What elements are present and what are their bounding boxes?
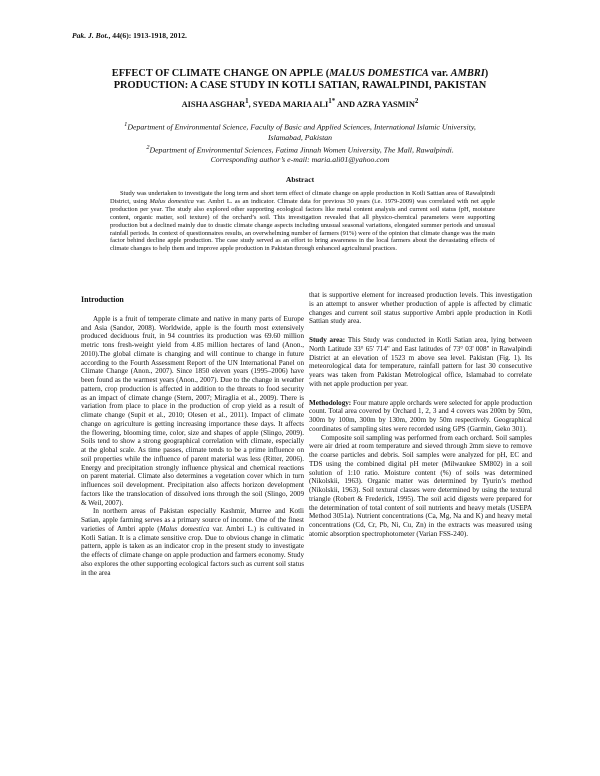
author-sup: 1 xyxy=(245,97,249,105)
section-heading-introduction: Introduction xyxy=(81,295,124,304)
affil-1-line-2: Islamabad, Pakistan xyxy=(267,132,333,142)
title-italic: AMBRI xyxy=(450,68,485,79)
title-text: EFFECT OF CLIMATE CHANGE ON APPLE ( xyxy=(111,68,330,79)
para-italic: Malus domestica xyxy=(159,524,210,533)
journal-volume: , 44(6): 1913-1918, 2012. xyxy=(108,31,187,40)
author-sep: AND xyxy=(335,99,357,109)
intro-continued: that is supportive element for increased production levels. This investigation is an attempt to answer whether production of apple is affected by climatic changes and current soil status supportive Ambri apple production in Kotli Sattian study area. xyxy=(309,291,532,326)
title-text: var. xyxy=(428,68,451,79)
abstract-text: var. Ambri L. as an indicator. Climate data for previous 30 years (i.e. 1979-2009) was correlated with net apple production per year. The study also explored other supporting ecological factors like metal content analysis and current soil status (pH, moisture content, organic matter, soil texture) of the orchard’s soil. This investigation revealed that all physico-chemical parameters were supporting production but a declined mainly due to drastic climate change aspects including unusual seasonal variations, elongated summer periods and unusual rainfall periods. In context of questionnaires results, an overwhelming number of farmers (91%) were of the opinion that climate change was the main factor behind decline apple production. The case study served as an effort to bring awareness in the local farmers about the devastating effects of climate changes to help them and improve apple production in Pakistan through enhanced agricultural practices. xyxy=(110,197,495,253)
paper-title xyxy=(60,68,540,92)
abstract-body xyxy=(110,190,495,253)
title-line-2: PRODUCTION: A CASE STUDY IN KOTLI SATIAN, RAWALPINDI, PAKISTAN xyxy=(113,80,487,92)
affiliations xyxy=(60,120,540,166)
study-area-paragraph xyxy=(309,336,532,389)
right-column xyxy=(309,291,532,539)
author-list xyxy=(60,97,540,109)
author-name: SYEDA MARIA ALI xyxy=(252,99,329,109)
intro-paragraph-1: Apple is a fruit of temperate climate and native in many parts of Europe and Asia (Sandor, 2008). Worldwide, apple is the fourth most extensively produced deciduous fruit, in 94 countries its production was 69.60 million metric tons fresh-weight yield from 4.85 million hectares of land (Anon., 2010).The global climate is changing and will continue to change in future according to the Fourth Assessment Report of the UN International Panel on Climate Change (Anon., 2007). Since 1850 eleven years (1995–2006) have been found as the warmest years (Anon., 2007). Due to the change in weather pattern, crop production is affected in addition to the threats to food security as an impact of climate change (Stern, 2007; Miraglia et al., 2009). There is variation from place to place in the production of crop yield as a result of climate change (Supit et al., 2010; Olesen et al., 2011). Impact of climate change on agriculture is getting increasing importance these days. It affects the flowering, blooming time, color, size and shapes of apple (Slingo, 2009). Soils tend to show a strong geographical correlation with climate, especially at the global scale. As time passes, climate tends to be a prime influence on soil properties while the influence of parent material was less (Ritter, 2006). Energy and precipitation strongly influence physical and chemical reactions on parent material. Climate also determines a vegetation cover which in turn influences soil development. Precipitation also affects horizon development factors like the translocation of dissolved ions through the soil (Slingo, 2009 & Weil, 2007). xyxy=(81,314,304,507)
methodology-heading: Methodology: xyxy=(309,398,352,407)
author-sup: 2 xyxy=(414,97,419,105)
soil-sampling-paragraph: Composite soil sampling was performed from each orchard. Soil samples were air dried at room temperature and sieved through 2mm sieve to remove the coarse particles and debris. Soil samples were analyzed for pH, EC and TDS using the combined digital pH meter (Milwaukee SM802) in a soil solution of 1:10 ratio. Moisture content (%) of soils was determined (Nikolskii, 1963). Organic matter was determined by Tyurin’s method (Nikolskii, 1963). Soil textural classes were determined by using the textural triangle (Robert & Frederick, 1995). The soil acid digests were prepared for the determination of total content of soil nutrients and heavy metals (USEPA Method 3051a). Nutrient concentrations (Ca, Mg, Na and K) and heavy metal concentrations (Cd, Cr, Pb, Ni, Cu, Zn) in the extracts was measured using atomic absorption spectrophotometer (Varian FSS-240). xyxy=(309,433,532,538)
author-sup: 1* xyxy=(328,97,336,105)
author-name: AZRA YASMIN xyxy=(356,99,415,109)
corresponding-email: Corresponding author’s e-mail: maria.ali01@yahoo.com xyxy=(210,155,390,165)
study-area-text: This Study was conducted in Kotli Satian area, lying between North Latitude 33° 65' 714" and East latitudes of 73° 03' 008" in Rawalpindi District at an elevation of 1523 m above sea level. Pakistan (Fig. 1). Its meteorological data for temperature, rainfall pattern for last 30 consecutive years was taken from Pakistan Metrological office, Islamabad to correlate with net apple production per year. xyxy=(309,336,532,388)
study-area-heading: Study area: xyxy=(309,336,346,344)
para-text: In northern areas of Pakistan especially Kashmir, Murree and Kotli Satian, apple farming serves as a primary source of income. One of the finest varieties of Ambri apple ( xyxy=(81,507,304,533)
abstract-text: Study was undertaken to investigate the long term and short term effect of climate change on apple production in Kotli Sattian area of Rawalpindi District, using xyxy=(110,190,495,205)
affil-sup: 2 xyxy=(146,143,150,151)
title-italic: MALUS DOMESTICA xyxy=(329,68,429,79)
journal-header xyxy=(72,31,187,40)
abstract-heading: Abstract xyxy=(285,175,315,184)
author-sep: , xyxy=(248,99,253,109)
intro-paragraph-2 xyxy=(81,507,304,577)
methodology-text: Four mature apple orchards were selected for apple production count. Total area covered by Orchard 1, 2, 3 and 4 covers was 200m by 50m, 300m by 100m, 300m by 130m, 200m by 50m respectively. Geographical coordinates of sampling sites were recorded using GPS (Garmin, Geko 301). xyxy=(309,398,532,433)
left-column xyxy=(81,296,304,577)
affil-2: Department of Environmental Sciences, Fatima Jinnah Women University, The Mall, Rawalpindi. xyxy=(149,145,454,155)
journal-name: Pak. J. Bot. xyxy=(72,31,109,40)
author-name: AISHA ASGHAR xyxy=(181,99,246,109)
title-text: ) xyxy=(484,68,489,79)
para-text: var. Ambri L.) is cultivated in Kotli Satian. It is a climate sensitive crop. Due to obvious change in climatic pattern, apple is taken as an indicator crop in the present study to investigate the effects of climate change on apple production and farmers economy. Study also explores the other supporting ecological factors such as current soil status in the area xyxy=(81,524,304,577)
affil-1: Department of Environmental Science, Faculty of Basic and Applied Sciences, International Islamic University, xyxy=(127,122,476,132)
abstract-italic: Malus domestica xyxy=(149,197,194,205)
affil-sup: 1 xyxy=(124,121,128,128)
methodology-paragraph xyxy=(309,399,532,434)
